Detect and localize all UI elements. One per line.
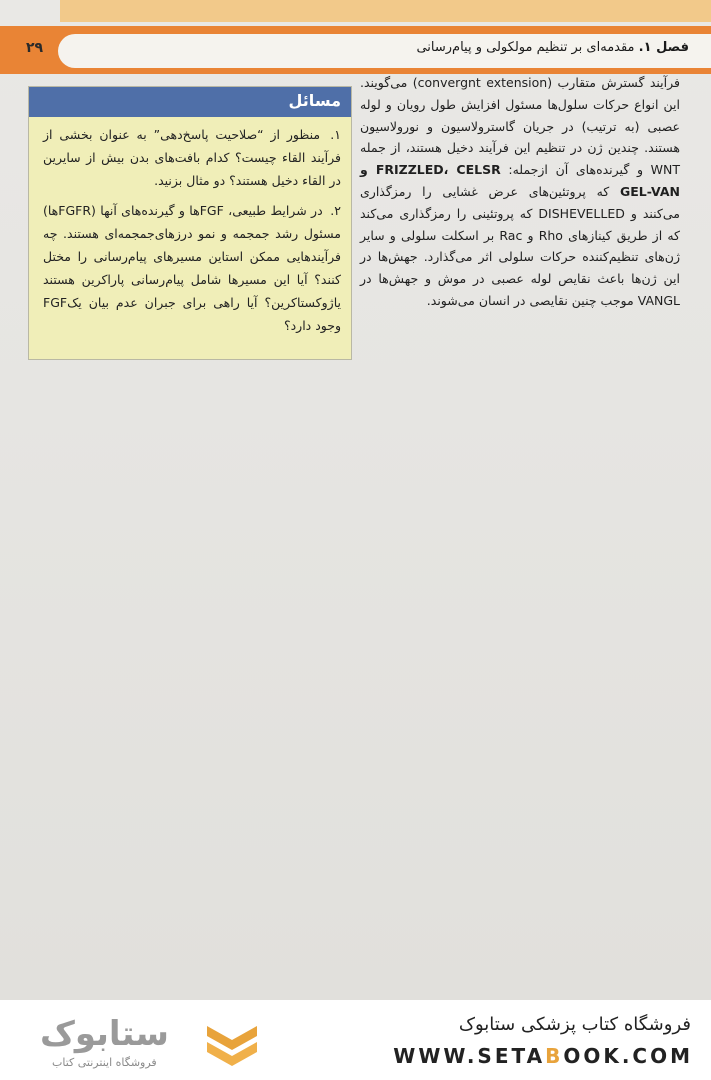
store-url-end: OOK.COM [563, 1044, 693, 1068]
store-footer [0, 1000, 711, 1080]
problem-item [43, 199, 341, 337]
gene-names: FRIZZLED، CELSR و GEL-VAN [360, 162, 680, 199]
store-url[interactable] [393, 1044, 693, 1068]
bookmark-logo-icon [205, 1022, 259, 1066]
store-logo-subtitle: فروشگاه اینترنتی کتاب [52, 1056, 157, 1069]
body-text-part2: که پروتئین‌های عرض غشایی را رمزگذاری می‌کنند و DISHEVELLED که پروتئینی را رمزگذاری می‌کند که از طریق کینازهای Rho و Rac بر اسکلت سلولی و سایر ژن‌های تنظیم‌کننده حرکات سلولی اثر می‌گذارد. جهش‌ها در این ژن‌ها باعث نقایص لوله عصبی در موش و جهش‌ها در VANGL موجب چنین نقایصی در انسان می‌شوند. [360, 183, 680, 308]
chapter-title [416, 40, 689, 55]
chapter-header [58, 34, 711, 68]
chapter-name: مقدمه‌ای بر تنظیم مولکولی و پیام‌رسانی [416, 40, 639, 55]
problem-text: منظور از “صلاحیت پاسخ‌دهی” به عنوان بخشی از فرآیند القاء چیست؟ کدام بافت‌های بدن بیش از سایرین در القاء دخیل هستند؟ دو مثال بزنید. [43, 127, 341, 188]
body-text-part1: فرآیند گسترش متقارب (convergnt extension) می‌گویند. این انواع حرکات سلول‌ها مسئول افزایش طول رویان و لوله عصبی (به ترتیب) در جریان گاسترولاسیون و نورولاسیون هستند. چندین ژن در تنظیم این فرآیند دخیل هستند، از جمله WNT و گیرنده‌های آن ازجمله: [360, 75, 680, 178]
body-paragraph [360, 72, 680, 312]
problem-item [43, 123, 341, 192]
problems-header [29, 87, 351, 117]
top-decorative-band [60, 0, 711, 22]
store-url-start: WWW.SETA [393, 1044, 546, 1068]
chapter-number: فصل ۱. [638, 40, 689, 55]
store-name: فروشگاه کتاب پزشکی ستابوک [458, 1014, 691, 1035]
problems-box [28, 86, 352, 360]
problems-title: مسائل [288, 91, 341, 110]
problem-text: در شرایط طبیعی، FGFها و گیرنده‌های آنها (FGFRها) مسئول رشد جمجمه و نمو درزهای‌جمجمه‌ای هستند. چه فرآیندهایی ممکن استاین مسیرهای پیام‌رسانی را مختل کنند؟ آیا این مسیرها شامل پیام‌رسانی پاراکرین هستند یاژوکستاکرین؟ آیا راهی برای جبران عدم بیان یکFGF وجود دارد؟ [43, 203, 341, 333]
store-logo-text: ستابوک [40, 1014, 169, 1054]
problem-number: ۱. [330, 127, 341, 142]
store-url-accent: B [545, 1044, 564, 1068]
page-number: ۲۹ [26, 40, 44, 56]
problem-number: ۲. [330, 203, 341, 218]
